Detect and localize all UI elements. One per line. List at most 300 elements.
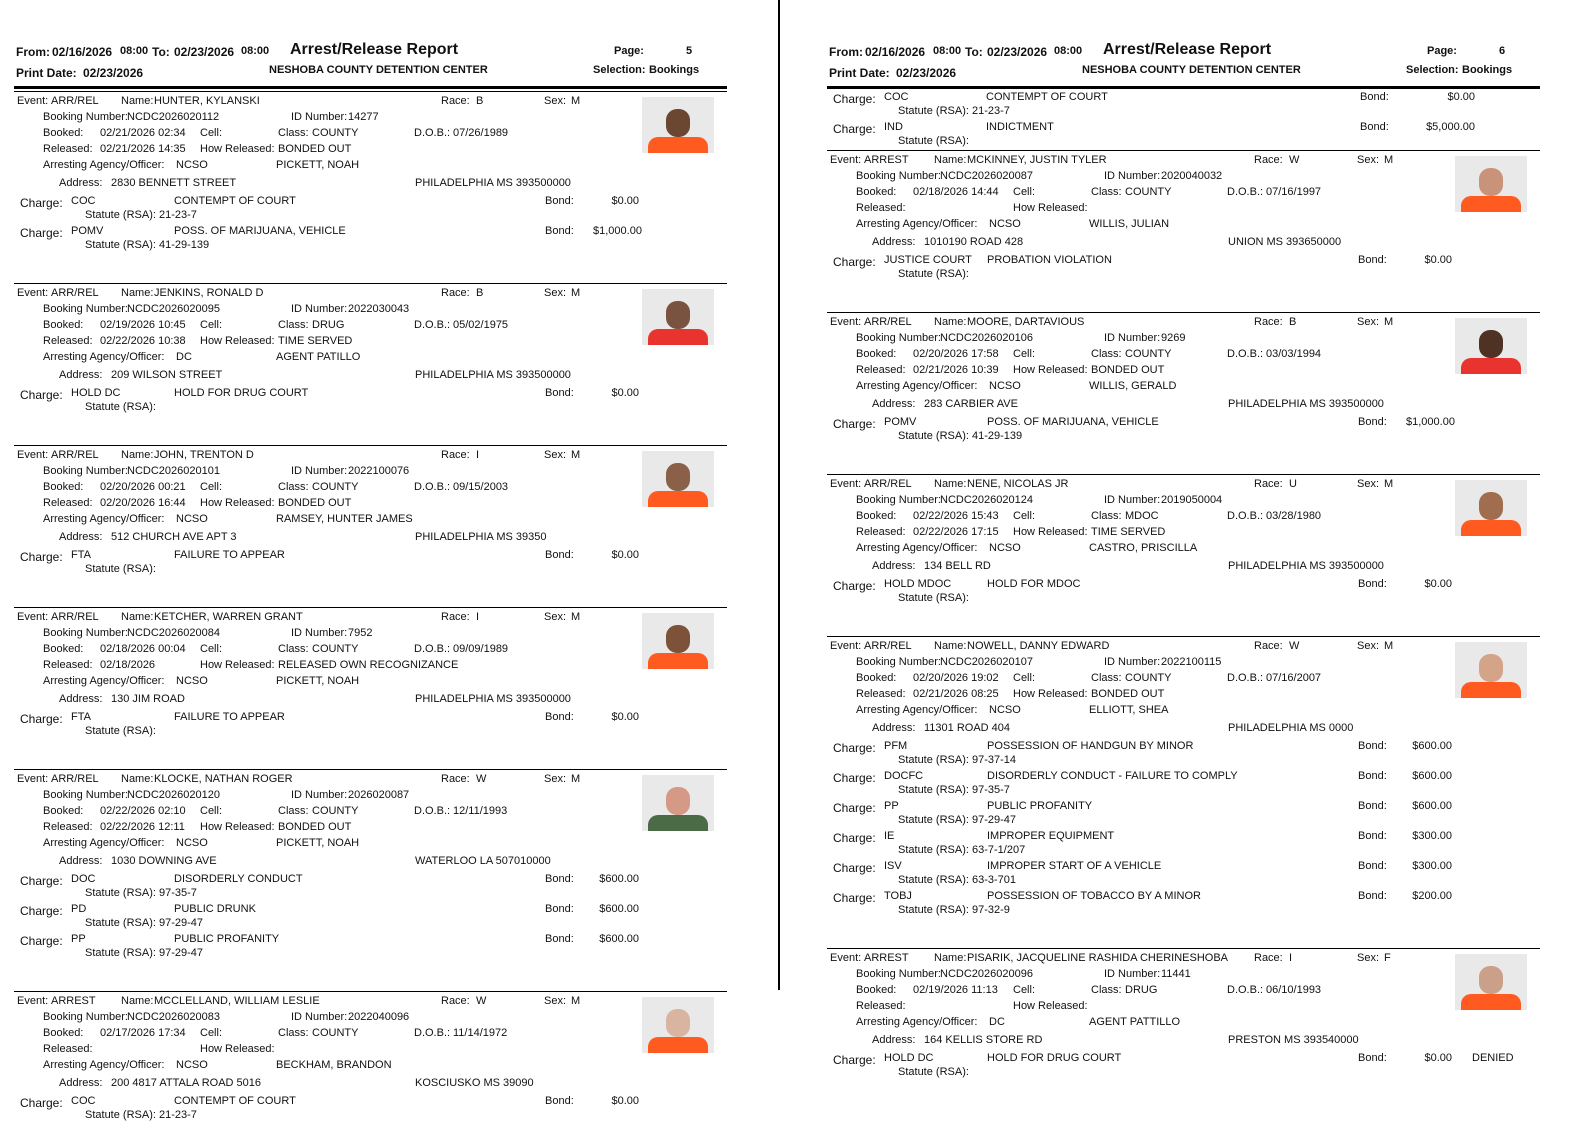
facility-name: NESHOBA COUNTY DETENTION CENTER <box>269 64 488 76</box>
event-type: ARR/REL <box>51 95 99 107</box>
charge-code: DOCFC <box>884 770 924 782</box>
agency-value: NCSO <box>989 218 1021 230</box>
city-state-zip: PHILADELPHIA MS 393500000 <box>415 369 571 381</box>
charge-description: INDICTMENT <box>986 121 1054 133</box>
bond-label: Bond: <box>1358 770 1387 782</box>
header-rule <box>14 86 727 89</box>
print-date-label: Print Date: <box>829 66 890 80</box>
booked-datetime: 02/22/2026 02:10 <box>100 805 186 817</box>
bond-label: Bond: <box>545 1095 574 1107</box>
to-label: To: <box>965 45 983 59</box>
from-time: 08:00 <box>120 45 149 57</box>
report-title: Arrest/Release Report <box>1103 41 1272 58</box>
inmate-name: NENE, NICOLAS JR <box>967 478 1069 490</box>
released-datetime: 02/21/2026 08:25 <box>913 688 999 700</box>
name-label: Name: <box>934 316 967 328</box>
statute-value: 97-29-47 <box>972 814 1017 826</box>
selection-value: Bookings <box>1462 64 1513 76</box>
id-number-label: ID Number: <box>1104 170 1161 182</box>
released-label: Released: <box>43 143 93 155</box>
released-datetime: 02/22/2026 17:15 <box>913 526 999 538</box>
name-label: Name: <box>121 611 154 623</box>
bond-label: Bond: <box>545 933 574 945</box>
inmate-name: MCCLELLAND, WILLIAM LESLIE <box>154 995 320 1007</box>
bond-amount: $0.00 <box>611 549 639 561</box>
event-label: Event: <box>830 154 862 166</box>
address-label: Address: <box>872 722 916 734</box>
cell-label: Cell: <box>200 481 223 493</box>
bond-amount: $600.00 <box>1412 740 1452 752</box>
booked-datetime: 02/22/2026 15:43 <box>913 510 999 522</box>
charge-block <box>14 192 727 222</box>
charge-label: Charge: <box>20 934 63 948</box>
id-number-label: ID Number: <box>1104 656 1161 668</box>
bond-amount: $600.00 <box>599 903 639 915</box>
statute-label: Statute (RSA): <box>898 1066 969 1078</box>
event-type: ARR/REL <box>51 611 99 623</box>
statute-label: Statute (RSA): <box>85 401 156 413</box>
statute-label: Statute (RSA): <box>898 814 969 826</box>
bond-amount: $5,000.00 <box>1426 121 1475 133</box>
charge-block <box>14 1092 727 1122</box>
id-number: 2019050004 <box>1161 494 1223 506</box>
statute-value: 41-29-139 <box>972 430 1023 442</box>
statute-label: Statute (RSA): <box>85 1109 156 1121</box>
statute-label: Statute (RSA): <box>898 135 969 147</box>
sex-label: Sex: <box>1357 154 1380 166</box>
id-number: 9269 <box>1161 332 1186 344</box>
class-value: DRUG <box>1125 984 1158 996</box>
agency-label: Arresting Agency/Officer: <box>856 218 978 230</box>
released-label: Released: <box>43 1043 93 1055</box>
report-title: Arrest/Release Report <box>290 41 459 58</box>
booking-number: NCDC2026020124 <box>940 494 1033 506</box>
charge-code: HOLD DC <box>884 1052 934 1064</box>
charge-label: Charge: <box>833 92 876 106</box>
statute-label: Statute (RSA): <box>898 105 969 117</box>
dob-label: D.O.B.: <box>1227 984 1264 996</box>
name-label: Name: <box>934 952 967 964</box>
to-date: 02/23/2026 <box>174 45 235 59</box>
dob-label: D.O.B.: <box>414 1027 451 1039</box>
charge-code: PP <box>884 800 899 812</box>
dob-value: 07/16/2007 <box>1266 672 1322 684</box>
charge-code: DOC <box>71 873 96 885</box>
city-state-zip: KOSCIUSKO MS 39090 <box>415 1077 534 1089</box>
dob-value: 09/15/2003 <box>453 481 509 493</box>
selection-label: Selection: <box>1406 64 1459 76</box>
id-number: 2022100076 <box>348 465 410 477</box>
id-number: 11441 <box>1161 968 1191 980</box>
bond-amount: $300.00 <box>1412 860 1452 872</box>
charge-code: PD <box>71 903 87 915</box>
selection-value: Bookings <box>649 64 700 76</box>
inmate-name: HUNTER, KYLANSKI <box>154 95 260 107</box>
from-date: 02/16/2026 <box>865 45 926 59</box>
officer-name: PICKETT, NOAH <box>276 675 360 687</box>
class-label: Class: <box>278 1027 309 1039</box>
mugshot-face <box>1479 492 1503 520</box>
bond-amount: $0.00 <box>611 1095 639 1107</box>
id-number: 2026020087 <box>348 789 410 801</box>
statute-label: Statute (RSA): <box>85 563 156 575</box>
event-label: Event: <box>830 316 862 328</box>
bond-label: Bond: <box>545 873 574 885</box>
report-page-6 <box>789 0 1578 1078</box>
released-datetime: 02/22/2026 12:11 <box>100 821 185 833</box>
address-label: Address: <box>59 693 103 705</box>
how-released-label: How Released: <box>200 1043 275 1055</box>
how-released-value: BONDED OUT <box>278 143 352 155</box>
sex-label: Sex: <box>1357 478 1380 490</box>
mugshot-photo <box>1455 156 1527 212</box>
charge-label: Charge: <box>833 122 876 136</box>
event-label: Event: <box>830 640 862 652</box>
mugshot-face <box>666 463 690 491</box>
city-state-zip: PHILADELPHIA MS 393500000 <box>415 177 571 189</box>
charge-description: POSSESSION OF TOBACCO BY A MINOR <box>987 890 1201 902</box>
sex-value: M <box>571 773 581 785</box>
dob-label: D.O.B.: <box>414 319 451 331</box>
booked-label: Booked: <box>856 984 897 996</box>
statute-value: 97-35-7 <box>972 784 1010 796</box>
charge-description: HOLD FOR MDOC <box>987 578 1081 590</box>
inmate-name: KLOCKE, NATHAN ROGER <box>154 773 293 785</box>
how-released-label: How Released: <box>200 821 275 833</box>
booked-label: Booked: <box>43 127 84 139</box>
charge-description: HOLD FOR DRUG COURT <box>987 1052 1122 1064</box>
released-datetime: 02/21/2026 10:39 <box>913 364 999 376</box>
id-number: 2020040032 <box>1161 170 1223 182</box>
event-label: Event: <box>17 995 49 1007</box>
agency-label: Arresting Agency/Officer: <box>856 380 978 392</box>
id-number-label: ID Number: <box>291 465 348 477</box>
charge-code: POMV <box>884 416 917 428</box>
mugshot-shirt <box>1461 994 1521 1010</box>
bond-label: Bond: <box>1358 830 1387 842</box>
released-label: Released: <box>43 821 93 833</box>
charge-block <box>827 88 1540 118</box>
statute-label: Statute (RSA): <box>85 725 156 737</box>
cell-label: Cell: <box>1013 348 1036 360</box>
statute-value: 63-3-701 <box>972 874 1017 886</box>
continued-charge <box>827 88 1540 118</box>
class-value: COUNTY <box>1125 186 1172 198</box>
address-label: Address: <box>872 1034 916 1046</box>
agency-value: NCSO <box>176 837 208 849</box>
selection-label: Selection: <box>593 64 646 76</box>
booking-number: NCDC2026020095 <box>127 303 220 315</box>
name-label: Name: <box>934 154 967 166</box>
booked-label: Booked: <box>43 1027 84 1039</box>
page-number: 5 <box>686 45 693 57</box>
bond-label: Bond: <box>1358 890 1387 902</box>
address-value: 1030 DOWNING AVE <box>111 855 217 867</box>
race-value: W <box>476 773 487 785</box>
address-label: Address: <box>59 855 103 867</box>
booked-label: Booked: <box>43 481 84 493</box>
id-number-label: ID Number: <box>291 303 348 315</box>
report-header <box>16 40 728 84</box>
mugshot-face <box>1479 654 1503 682</box>
booked-datetime: 02/20/2026 17:58 <box>913 348 999 360</box>
race-value: W <box>1289 154 1300 166</box>
charge-description: FAILURE TO APPEAR <box>174 549 285 561</box>
city-state-zip: PHILADELPHIA MS 393500000 <box>1228 560 1384 572</box>
charge-code: COC <box>71 1095 96 1107</box>
sex-label: Sex: <box>544 287 567 299</box>
booking-entry <box>14 91 727 256</box>
mugshot-photo <box>642 613 714 669</box>
sex-value: F <box>1384 952 1391 964</box>
mugshot-shirt <box>648 137 708 153</box>
booked-label: Booked: <box>43 319 84 331</box>
continued-charge <box>827 118 1540 148</box>
charge-block <box>827 737 1540 767</box>
booking-number: NCDC2026020087 <box>940 170 1033 182</box>
page-label: Page: <box>614 45 644 57</box>
class-value: COUNTY <box>312 643 359 655</box>
race-value: I <box>476 449 480 461</box>
agency-value: NCSO <box>176 1059 208 1071</box>
booking-entry <box>14 283 727 418</box>
sex-value: M <box>1384 640 1394 652</box>
charge-block <box>827 251 1540 281</box>
booking-number: NCDC2026020112 <box>127 111 220 123</box>
charge-description: POSS. OF MARIJUANA, VEHICLE <box>174 225 346 237</box>
event-type: ARR/REL <box>51 773 99 785</box>
bond-amount: $200.00 <box>1412 890 1452 902</box>
cell-label: Cell: <box>1013 984 1036 996</box>
statute-value: 97-37-14 <box>972 754 1017 766</box>
booking-number-label: Booking Number: <box>856 494 941 506</box>
officer-name: CASTRO, PRISCILLA <box>1089 542 1198 554</box>
from-label: From: <box>16 45 50 59</box>
released-label: Released: <box>43 335 93 347</box>
booked-label: Booked: <box>856 348 897 360</box>
charge-label: Charge: <box>20 226 63 240</box>
mugshot-photo <box>642 289 714 345</box>
name-label: Name: <box>934 640 967 652</box>
charge-block <box>827 767 1540 797</box>
from-time: 08:00 <box>933 45 962 57</box>
charge-description: PUBLIC DRUNK <box>174 903 256 915</box>
bond-amount: $600.00 <box>599 873 639 885</box>
event-label: Event: <box>830 478 862 490</box>
to-time: 08:00 <box>1054 45 1083 57</box>
dob-value: 07/26/1989 <box>453 127 509 139</box>
id-number: 2022100115 <box>1161 656 1222 668</box>
charge-label: Charge: <box>833 255 876 269</box>
officer-name: AGENT PATTILLO <box>1089 1016 1181 1028</box>
address-value: 134 BELL RD <box>924 560 991 572</box>
mugshot-shirt <box>648 815 708 831</box>
how-released-label: How Released: <box>1013 364 1088 376</box>
charge-code: COC <box>71 195 96 207</box>
city-state-zip: PHILADELPHIA MS 393500000 <box>1228 398 1384 410</box>
sex-label: Sex: <box>544 611 567 623</box>
class-value: COUNTY <box>1125 348 1172 360</box>
cell-label: Cell: <box>1013 186 1036 198</box>
how-released-value: TIME SERVED <box>278 335 353 347</box>
charge-code: FTA <box>71 549 91 561</box>
statute-label: Statute (RSA): <box>85 917 156 929</box>
booking-number-label: Booking Number: <box>856 332 941 344</box>
statute-label: Statute (RSA): <box>898 904 969 916</box>
bond-label: Bond: <box>1358 416 1387 428</box>
booking-entry <box>827 312 1540 447</box>
address-value: 164 KELLIS STORE RD <box>924 1034 1043 1046</box>
sex-label: Sex: <box>544 449 567 461</box>
statute-label: Statute (RSA): <box>898 268 969 280</box>
sex-label: Sex: <box>544 995 567 1007</box>
to-date: 02/23/2026 <box>987 45 1048 59</box>
bond-amount: $0.00 <box>1424 1052 1452 1064</box>
mugshot-shirt <box>648 653 708 669</box>
id-number-label: ID Number: <box>291 627 348 639</box>
race-value: U <box>1289 478 1297 490</box>
released-datetime: 02/21/2026 14:35 <box>100 143 186 155</box>
charge-label: Charge: <box>833 861 876 875</box>
charge-description: PROBATION VIOLATION <box>987 254 1112 266</box>
class-label: Class: <box>278 481 309 493</box>
mugshot-shirt <box>648 1037 708 1053</box>
address-value: 1010190 ROAD 428 <box>924 236 1024 248</box>
charge-block <box>14 546 727 576</box>
race-label: Race: <box>441 287 470 299</box>
bond-label: Bond: <box>1358 740 1387 752</box>
sex-label: Sex: <box>544 773 567 785</box>
print-date-label: Print Date: <box>16 66 77 80</box>
id-number-label: ID Number: <box>291 789 348 801</box>
charge-block <box>14 900 727 930</box>
charge-description: DISORDERLY CONDUCT <box>174 873 303 885</box>
dob-value: 03/28/1980 <box>1266 510 1322 522</box>
booked-datetime: 02/20/2026 00:21 <box>100 481 186 493</box>
dob-label: D.O.B.: <box>1227 672 1264 684</box>
charge-label: Charge: <box>833 1053 876 1067</box>
sex-value: M <box>1384 154 1394 166</box>
bond-label: Bond: <box>1358 860 1387 872</box>
statute-value: 97-35-7 <box>159 887 197 899</box>
booking-number: NCDC2026020106 <box>940 332 1033 344</box>
dob-label: D.O.B.: <box>414 481 451 493</box>
dob-label: D.O.B.: <box>1227 510 1264 522</box>
agency-label: Arresting Agency/Officer: <box>43 351 165 363</box>
page-number: 6 <box>1499 45 1506 57</box>
booked-datetime: 02/20/2026 19:02 <box>913 672 999 684</box>
from-date: 02/16/2026 <box>52 45 113 59</box>
sex-label: Sex: <box>1357 640 1380 652</box>
charge-block <box>827 118 1540 148</box>
mugshot-photo <box>1455 480 1527 536</box>
race-value: W <box>1289 640 1300 652</box>
race-value: B <box>476 95 484 107</box>
booked-datetime: 02/18/2026 14:44 <box>913 186 999 198</box>
bond-amount: $1,000.00 <box>593 225 642 237</box>
event-type: ARREST <box>864 952 909 964</box>
agency-label: Arresting Agency/Officer: <box>43 837 165 849</box>
event-type: ARR/REL <box>864 640 912 652</box>
sex-value: M <box>571 95 581 107</box>
charge-description: DISORDERLY CONDUCT - FAILURE TO COMPLY <box>987 770 1238 782</box>
charge-code: IND <box>884 121 903 133</box>
cell-label: Cell: <box>1013 672 1036 684</box>
page-divider <box>778 0 780 990</box>
booking-number-label: Booking Number: <box>43 789 128 801</box>
charge-block <box>14 708 727 738</box>
statute-value: 21-23-7 <box>159 1109 197 1121</box>
address-value: 283 CARBIER AVE <box>924 398 1018 410</box>
agency-value: NCSO <box>989 704 1021 716</box>
class-label: Class: <box>1091 984 1122 996</box>
statute-value: 97-29-47 <box>159 947 204 959</box>
bond-label: Bond: <box>1358 578 1387 590</box>
dob-label: D.O.B.: <box>1227 348 1264 360</box>
address-value: 11301 ROAD 404 <box>924 722 1011 734</box>
charge-label: Charge: <box>833 579 876 593</box>
address-value: 512 CHURCH AVE APT 3 <box>111 531 237 543</box>
officer-name: WILLIS, GERALD <box>1089 380 1177 392</box>
officer-name: RAMSEY, HUNTER JAMES <box>276 513 413 525</box>
charge-description: IMPROPER EQUIPMENT <box>987 830 1115 842</box>
race-label: Race: <box>441 611 470 623</box>
charge-label: Charge: <box>20 550 63 564</box>
charge-description: POSSESSION OF HANDGUN BY MINOR <box>987 740 1194 752</box>
bond-amount: $0.00 <box>1447 91 1475 103</box>
booking-number: NCDC2026020084 <box>127 627 220 639</box>
charge-label: Charge: <box>20 1096 63 1110</box>
how-released-label: How Released: <box>1013 1000 1088 1012</box>
class-label: Class: <box>278 643 309 655</box>
city-state-zip: PHILADELPHIA MS 393500000 <box>415 693 571 705</box>
mugshot-face <box>666 301 690 329</box>
sex-value: M <box>571 995 581 1007</box>
mugshot-shirt <box>1461 196 1521 212</box>
booked-datetime: 02/19/2026 11:13 <box>913 984 998 996</box>
mugshot-photo <box>642 775 714 831</box>
bond-amount: $600.00 <box>599 933 639 945</box>
officer-name: AGENT PATILLO <box>276 351 361 363</box>
mugshot-face <box>1479 330 1503 358</box>
agency-label: Arresting Agency/Officer: <box>856 542 978 554</box>
officer-name: WILLIS, JULIAN <box>1089 218 1170 230</box>
race-value: B <box>1289 316 1297 328</box>
bond-label: Bond: <box>545 195 574 207</box>
how-released-label: How Released: <box>1013 202 1088 214</box>
charge-block <box>827 887 1540 917</box>
cell-label: Cell: <box>200 805 223 817</box>
event-type: ARREST <box>51 995 96 1007</box>
city-state-zip: PHILADELPHIA MS 0000 <box>1228 722 1354 734</box>
address-label: Address: <box>872 560 916 572</box>
statute-label: Statute (RSA): <box>898 844 969 856</box>
booking-entry <box>827 948 1540 1083</box>
how-released-value: BONDED OUT <box>278 497 352 509</box>
mugshot-photo <box>642 451 714 507</box>
inmate-name: JOHN, TRENTON D <box>154 449 254 461</box>
released-label: Released: <box>43 497 93 509</box>
event-type: ARR/REL <box>864 478 912 490</box>
charge-label: Charge: <box>833 801 876 815</box>
name-label: Name: <box>121 95 154 107</box>
bond-label: Bond: <box>545 387 574 399</box>
facility-name: NESHOBA COUNTY DETENTION CENTER <box>1082 64 1301 76</box>
how-released-value: BONDED OUT <box>278 821 352 833</box>
charge-block <box>14 222 727 252</box>
released-label: Released: <box>856 1000 906 1012</box>
how-released-label: How Released: <box>1013 526 1088 538</box>
